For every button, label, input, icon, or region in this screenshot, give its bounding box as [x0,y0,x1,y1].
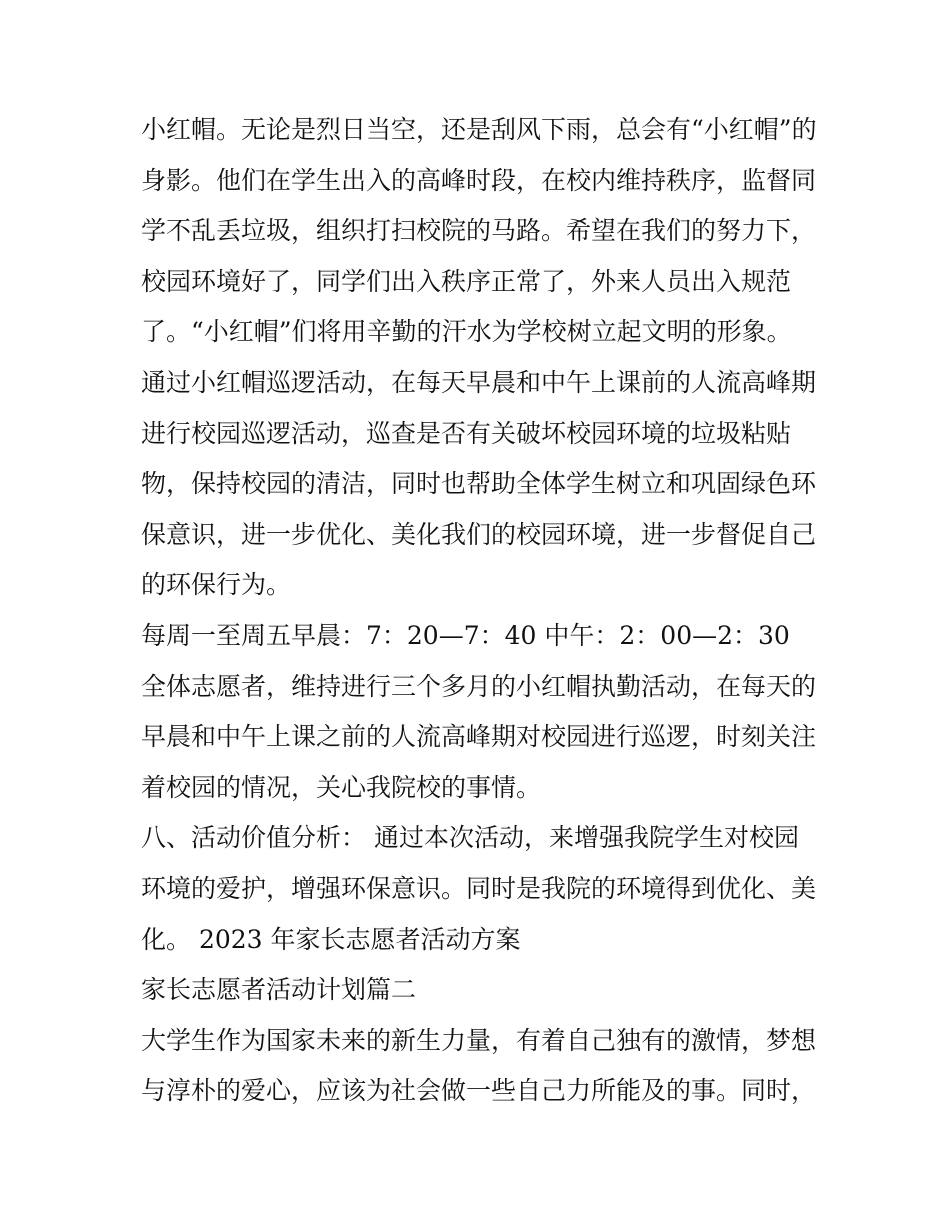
text-line: 校园环境好了，同学们出入秩序正常了，外来人员出入规范 [141,266,792,296]
text-line: 身影。他们在学生出入的高峰时段，在校内维持秩序，监督同 [141,165,817,195]
text-line: 化。 2023 年家长志愿者活动方案 [141,924,521,954]
text-line: 了。“小红帽”们将用辛勤的汗水为学校树立起文明的形象。 [141,317,792,347]
text-line: 全体志愿者，维持进行三个多月的小红帽执勤活动，在每天的 [141,671,817,701]
text-line: 着校园的情况，关心我院校的事情。 [141,772,542,802]
text-line: 通过小红帽巡逻活动，在每天早晨和中午上课前的人流高峰期 [141,367,817,397]
text-line: 与淳朴的爱心，应该为社会做一些自己力所能及的事。同时， [141,1076,817,1106]
text-line: 环境的爱护，增强环保意识。同时是我院的环境得到优化、美 [141,873,817,903]
text-line: 的环保行为。 [141,570,292,600]
text-line: 早晨和中午上课之前的人流高峰期对校园进行巡逻，时刻关注 [141,722,817,752]
text-line: 保意识，进一步优化、美化我们的校园环境，进一步督促自己 [141,519,817,549]
section-heading-line: 八、活动价值分析： 通过本次活动，来增强我院学生对校园 [141,823,799,853]
document-page [141,105,821,1117]
text-line: 进行校园巡逻活动，巡查是否有关破坏校园环境的垃圾粘贴 [141,418,792,448]
text-line: 物，保持校园的清洁，同时也帮助全体学生树立和巩固绿色环 [141,469,817,499]
schedule-line: 每周一至周五早晨：7：20—7：40 中午：2：00—2：30 [141,620,790,650]
text-line: 学不乱丢垃圾，组织打扫校院的马路。希望在我们的努力下， [141,216,817,246]
section-title: 家长志愿者活动计划篇二 [141,975,417,1005]
text-line: 大学生作为国家未来的新生力量，有着自己独有的激情，梦想 [141,1025,817,1055]
text-line: 小红帽。无论是烈日当空，还是刮风下雨，总会有“小红帽”的 [141,115,817,144]
